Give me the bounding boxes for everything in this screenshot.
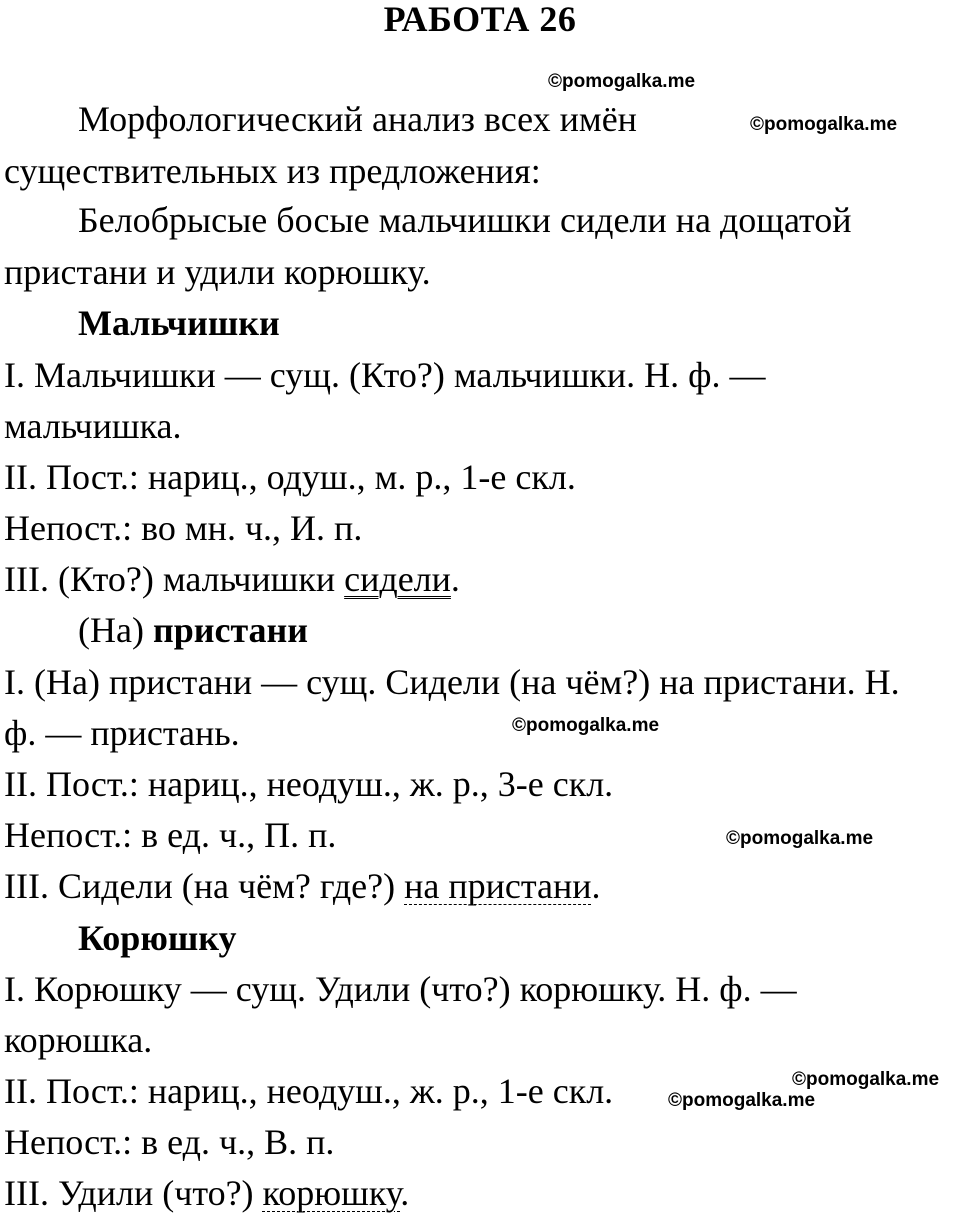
intro-line: Морфологический анализ всех имён [78, 99, 637, 139]
analysis-text: III. Удили (что?) [4, 1173, 263, 1213]
analysis-text: . [591, 866, 601, 906]
analysis-line: II. Пост.: нариц., неодуш., ж. р., 1-е скл. [4, 1071, 614, 1111]
example-sentence: Белобрысые босые мальчишки сидели на дощатой [78, 200, 852, 240]
analysis-text: . [450, 559, 460, 599]
analysis-line: II. Пост.: нариц., одуш., м. р., 1-е скл. [4, 457, 576, 497]
watermark: ©pomogalka.me [512, 715, 660, 736]
analysis-line [4, 861, 601, 911]
analysis-line: I. Корюшку — сущ. Удили (что?) корюшку. Н. ф. — [4, 969, 797, 1009]
page-title: РАБОТА 26 [383, 0, 577, 39]
analysis-line: II. Пост.: нариц., неодуш., ж. р., 3-е скл. [4, 764, 614, 804]
watermark: ©pomogalka.me [726, 828, 874, 849]
analysis-line: Непост.: в ед. ч., П. п. [4, 815, 337, 855]
section-heading: Мальчишки [78, 303, 280, 343]
watermark: ©pomogalka.me [668, 1090, 816, 1111]
watermark: ©pomogalka.me [548, 71, 696, 92]
analysis-line: Непост.: в ед. ч., В. п. [4, 1122, 335, 1162]
analysis-text: III. (Кто?) мальчишки [4, 559, 345, 599]
analysis-line: I. (На) пристани — сущ. Сидели (на чём?) на пристани. Н. [4, 662, 900, 702]
object-underlined: корюшку [262, 1173, 401, 1213]
heading-prefix: (На) [78, 610, 153, 650]
analysis-line: корюшка. [4, 1020, 153, 1060]
adverbial-underlined: на пристани [404, 866, 592, 906]
heading-word: пристани [152, 610, 309, 650]
watermark: ©pomogalka.me [792, 1069, 940, 1090]
analysis-line [4, 554, 460, 604]
analysis-line: I. Мальчишки — сущ. (Кто?) мальчишки. Н. ф. — [4, 355, 766, 395]
analysis-text: . [400, 1173, 410, 1213]
section-heading: Корюшку [78, 918, 237, 958]
example-sentence: пристани и удили корюшку. [4, 252, 431, 292]
analysis-line: Непост.: во мн. ч., И. п. [4, 508, 363, 548]
analysis-line [4, 1168, 409, 1218]
watermark: ©pomogalka.me [750, 114, 898, 135]
analysis-text: III. Сидели (на чём? где?) [4, 866, 405, 906]
section-heading [78, 605, 308, 655]
intro-line: существительных из предложения: [4, 151, 541, 191]
analysis-line: ф. — пристань. [4, 713, 240, 753]
analysis-line: мальчишка. [4, 406, 182, 446]
predicate-underlined: сидели [344, 559, 451, 599]
